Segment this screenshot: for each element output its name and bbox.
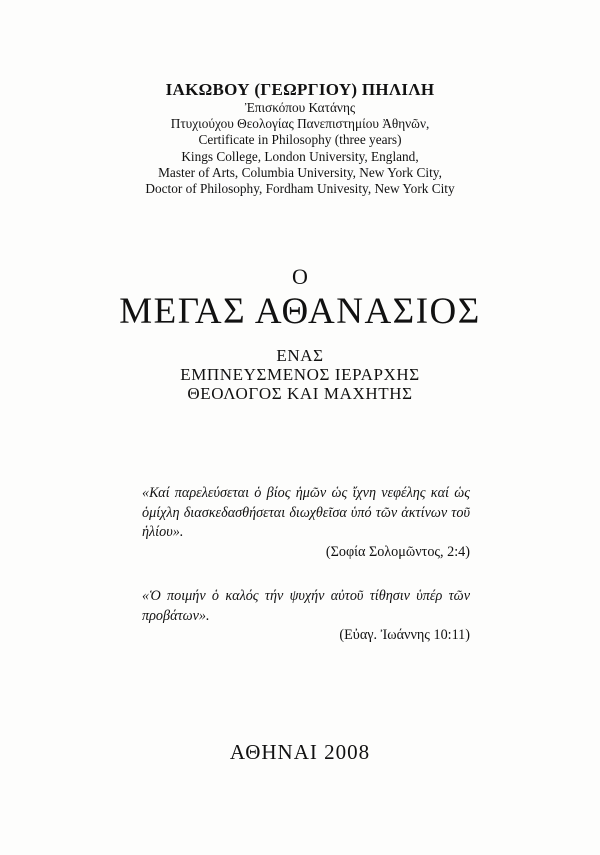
credential-line: Certificate in Philosophy (three years)	[198, 132, 402, 148]
credential-line: Πτυχιούχου Θεολογίας Πανεπιστημίου Ἀθηνῶν,	[170, 116, 430, 132]
subtitle-line: ΕΝΑΣ	[276, 346, 324, 365]
epigraph-quote	[142, 587, 470, 646]
epigraph-quote	[142, 484, 470, 562]
title-block	[0, 264, 600, 334]
quote-text: «Καί παρελεύσεται ὁ βίος ἡμῶν ὡς ἴχνη νεφέλης καί ὡς ὁμίχλη διασκεδασθήσεται διωχθεῖσα ὑπό τῶν ἀκτίνων τοῦ ἡλίου».	[142, 485, 470, 540]
title-article: Ο	[292, 264, 308, 289]
quote-source: (Εὐαγ. Ἰωάννης 10:11)	[339, 627, 470, 643]
credential-line: Kings College, London University, England,	[181, 148, 419, 164]
quote-text: «Ὁ ποιμήν ὁ καλός τήν ψυχήν αὐτοῦ τίθησιν ὑπέρ τῶν προβάτων».	[142, 588, 470, 624]
imprint-place-date: ΑΘΗΝΑΙ 2008	[229, 740, 371, 764]
subtitle-line: ΕΜΠΝΕΥΣΜΕΝΟΣ ΙΕΡΑΡΧΗΣ	[180, 365, 420, 384]
main-title: ΜΕΓΑΣ ΑΘΑΝΑΣΙΟΣ	[119, 291, 481, 332]
credential-line: Ἐπισκόπου Κατάνης	[244, 100, 356, 115]
credential-line: Doctor of Philosophy, Fordham Univesity, New York City	[145, 181, 455, 197]
subtitle-block	[0, 346, 600, 403]
quote-source: (Σοφία Σολομῶντος, 2:4)	[325, 543, 470, 560]
author-block	[0, 79, 600, 197]
credential-line: Master of Arts, Columbia University, New York City,	[158, 164, 442, 180]
author-name: ΙΑΚΩΒΟΥ (ΓΕΩΡΓΙΟΥ) ΠΗΛΙΛΗ	[165, 80, 435, 99]
subtitle-line: ΘΕΟΛΟΓΟΣ ΚΑΙ ΜΑΧΗΤΗΣ	[187, 384, 413, 403]
